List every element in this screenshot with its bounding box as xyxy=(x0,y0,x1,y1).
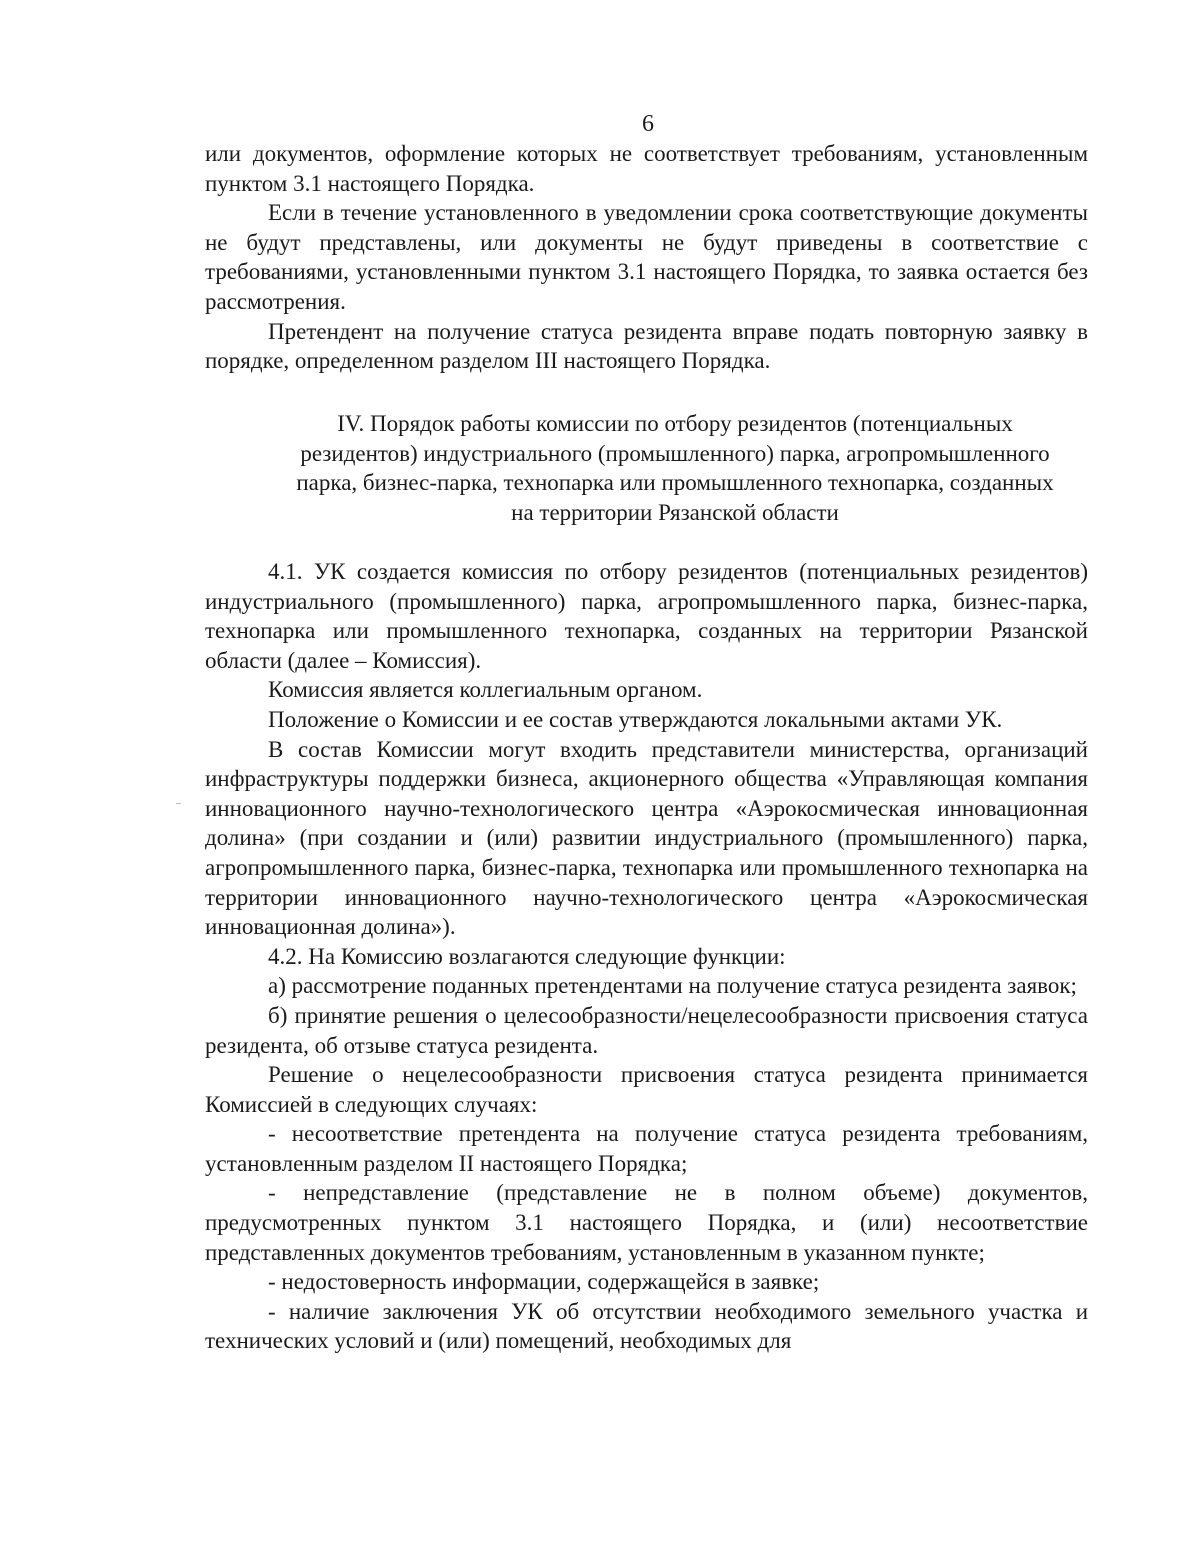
paragraph-commission-collegial: Комиссия является коллегиальным органом. xyxy=(268,677,703,703)
top-text-block xyxy=(205,139,1088,376)
section-heading-line: IV. Порядок работы комиссии по отбору резидентов (потенциальных xyxy=(337,411,1013,436)
list-item-unreliable-info: - недостоверность информации, содержащейся в заявке; xyxy=(268,1269,820,1295)
section-heading xyxy=(205,409,1145,527)
list-item-non-submission: - непредставление (представление не в полном объеме) документов, предусмотренных пунктом 3.1 настоящего Порядка, и (или) несоответствие представленных документов требованиям, установленным в указанном пункте; xyxy=(205,1180,1088,1265)
paragraph-4-1: 4.1. УК создается комиссия по отбору резидентов (потенциальных резидентов) индустриального (промышленного) парка, агропромышленного парка, бизнес-парка, технопарка или промышленного технопарка, созданных на территории Рязанской области (далее – Комиссия). xyxy=(205,559,1088,673)
scan-margin-mark xyxy=(176,803,181,804)
section-heading-line: резидентов) индустриального (промышленного) парка, агропромышленного xyxy=(300,440,1050,466)
list-item-a: а) рассмотрение поданных претендентами на получение статуса резидента заявок; xyxy=(268,973,1077,999)
section-body xyxy=(205,557,1088,1356)
list-item-nonconformity: - несоответствие претендента на получение статуса резидента требованиям, установленным разделом II настоящего Порядка; xyxy=(205,1121,1088,1176)
paragraph-decision-cases: Решение о нецелесообразности присвоения статуса резидента принимается Комиссией в следующих случаях: xyxy=(205,1062,1088,1117)
paragraph-repeat-application: Претендент на получение статуса резидента вправе подать повторную заявку в порядке, определенном разделом III настоящего Порядка. xyxy=(205,318,1088,374)
page-number: 6 xyxy=(642,111,654,137)
paragraph-regulation: Положение о Комиссии и ее состав утверждаются локальными актами УК. xyxy=(268,706,1003,732)
paragraph-4-2: 4.2. На Комиссию возлагаются следующие функции: xyxy=(268,943,786,969)
paragraph-documents-not-submitted: Если в течение установленного в уведомлении срока соответствующие документы не будут представлены, или документы не будут приведены в соответствие с требованиями, установленными пунктом 3.1 настоящего Порядка, то заявка остается без рассмотрения. xyxy=(205,200,1088,314)
section-heading-line: парка, бизнес-парка, технопарка или промышленного технопарка, созданных xyxy=(296,470,1054,496)
list-item-b: б) принятие решения о целесообразности/нецелесообразности присвоения статуса резидента, об отзыве статуса резидента. xyxy=(205,1002,1088,1058)
paragraph-continuation: или документов, оформление которых не соответствует требованиям, установленным пунктом 3.1 настоящего Порядка. xyxy=(205,141,1088,196)
list-item-uk-conclusion: - наличие заключения УК об отсутствии необходимого земельного участка и технических условий и (или) помещений, необходимых для xyxy=(205,1298,1088,1354)
section-heading-line: на территории Рязанской области xyxy=(511,499,839,525)
paragraph-composition: В состав Комиссии могут входить представители министерства, организаций инфраструктуры поддержки бизнеса, акционерного общества «Управляющая компания инновационного научно-технологического центра «Аэрокосмическая инновационная долина» (при создании и (или) развитии индустриального (промышленного) парка, агропромышленного парка, бизнес-парка, технопарка или промышленного технопарка на территории инновационного научно-технологического центра «Аэрокосмическая инновационная долина»). xyxy=(205,736,1088,940)
